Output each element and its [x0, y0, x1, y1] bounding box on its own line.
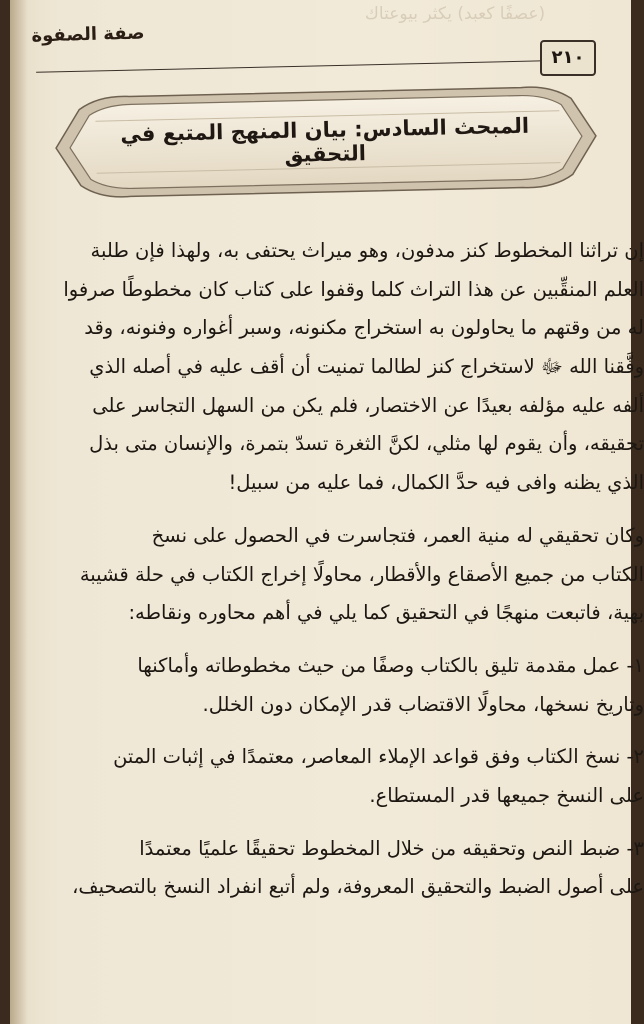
text-line: وكان تحقيقي له منية العمر، فتجاسرت في الحصول على نسخ [151, 523, 644, 547]
text-line: الذي يظنه وافى فيه حدَّ الكمال، فما عليه من سبيل! [228, 471, 644, 495]
paragraph-method [10, 517, 644, 633]
text-line: على النسخ جميعها قدر المستطاع. [369, 783, 644, 807]
list-item-3 [10, 830, 644, 907]
text-line: بهية، فاتبعت منهجًا في التحقيق كما يلي في أهم محاوره ونقاطه: [128, 601, 644, 625]
page-number: ٢١٠ [540, 40, 596, 76]
book-page [10, 0, 644, 1024]
body-text [10, 232, 644, 907]
text-line: له من وقتهم ما يحاولون به استخراج مكنونه، وسبر أغواره وفنونه، وقد [84, 316, 644, 340]
paragraph-intro [10, 232, 644, 503]
text-line: وفَّقنا الله ﷻ لاستخراج كنز لطالما تمنيت أن أقف عليه في أصله الذي [89, 355, 644, 379]
text-line: ألفه عليه مؤلفه بعيدًا عن الاختصار، فلم يكن من السهل التجاسر على [92, 393, 644, 417]
text-line: على أصول الضبط والتحقيق المعروفة، ولم أتبع انفراد النسخ بالتصحيف، [72, 875, 644, 899]
text-line: ٢- نسخ الكتاب وفق قواعد الإملاء المعاصر، معتمدًا في إثبات المتن [113, 745, 644, 769]
header-rule [36, 60, 556, 73]
text-line: وتاريخ نسخها، محاولًا الاقتضاب قدر الإمكان دون الخلل. [202, 692, 644, 716]
text-line: تحقيقه، وأن يقوم لها مثلي، لكنَّ الثغرة تسدّ بتمرة، والإنسان متى بذل [89, 432, 644, 456]
text-line: إن تراثنا المخطوط كنز مدفون، وهو ميراث يحتفى به، ولهذا فإن طلبة [90, 239, 644, 262]
running-header-title: صفة الصفوة [31, 22, 145, 47]
section-title: المبحث السادس: بيان المنهج المتبع في التحقيق [120, 113, 530, 167]
list-item-2 [10, 738, 644, 815]
text-line: ١- عمل مقدمة تليق بالكتاب وصفًا من حيث مخطوطاته وأماكنها [137, 653, 644, 677]
text-line: الكتاب من جميع الأصقاع والأقطار، محاولًا إخراج الكتاب في حلة قشيبة [79, 562, 644, 586]
text-line: العلم المنقِّبين عن هذا التراث كلما وقفوا على كتاب كان مخطوطًا صرفوا [63, 277, 644, 301]
bleed-through-text: (عصفًا كعبد) يكثر بيوعتاك [364, 4, 546, 24]
text-line: ٣- ضبط النص وتحقيقه من خلال المخطوط تحقيقًا علميًا معتمدًا [139, 836, 644, 860]
list-item-1 [10, 647, 644, 724]
